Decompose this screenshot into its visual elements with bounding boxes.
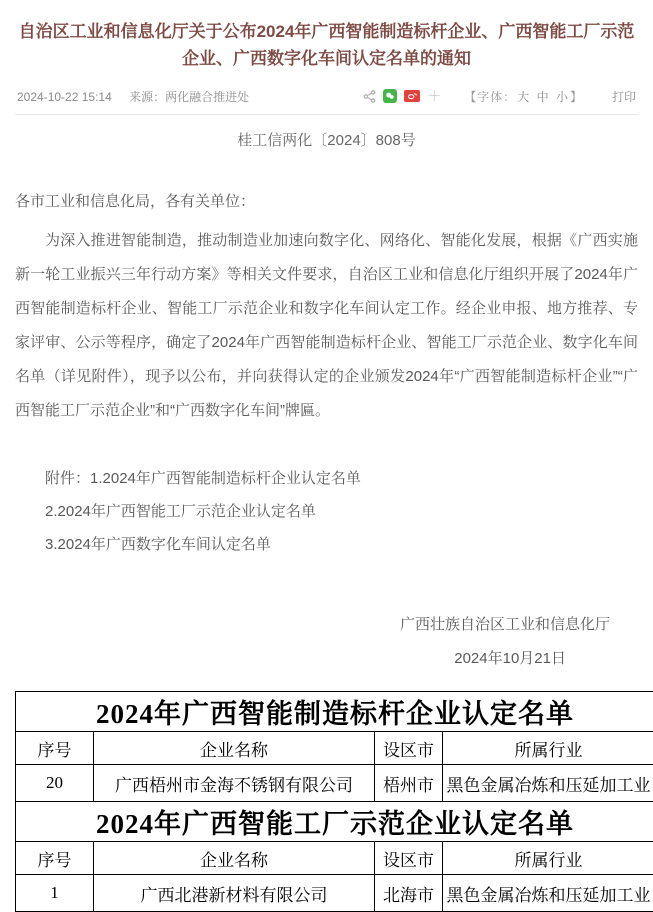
body-paragraph: 为深入推进智能制造，推动制造业加速向数字化、网络化、智能化发展，根据《广西实施新一轮工业振兴三年行动方案》等相关文件要求，自治区工业和信息化厅组织开展了2024年广西智能制造标杆企业、智能工厂示范企业和数字化车间认定工作。经企业申报、地方推荐、专家评审、公示等程序，确定了2024年广西智能制造标杆企业、智能工厂示范企业、数字化车间名单（详见附件），现予以公布，并向获得认定的企业颁发2024年“广西智能制造标杆企业”“广西智能工厂示范企业”和“广西数字化车间”牌匾。 bbox=[15, 224, 638, 428]
attachment-item-1: 附件：1.2024年广西智能制造标杆企业认定名单 bbox=[15, 462, 638, 495]
table2-cell-industry: 黑色金属冶炼和压延加工业 bbox=[443, 875, 653, 912]
attachment-list bbox=[15, 462, 638, 561]
publish-datetime: 2024-10-22 15:14 bbox=[17, 90, 112, 104]
salutation: 各市工业和信息化局，各有关单位： bbox=[15, 190, 638, 214]
font-size-small[interactable]: 小 bbox=[556, 90, 569, 104]
table1-header-city: 设区市 bbox=[375, 732, 443, 765]
page-title: 自治区工业和信息化厅关于公布2024年广西智能制造标杆企业、广西智能工厂示范企业、广西数字化车间认定名单的通知 bbox=[15, 18, 638, 72]
meta-left bbox=[17, 88, 263, 105]
table1-title: 2024年广西智能制造标杆企业认定名单 bbox=[16, 692, 653, 732]
font-size-medium[interactable]: 中 bbox=[537, 90, 550, 104]
sign-date: 2024年10月21日 bbox=[15, 647, 638, 671]
font-label-suffix: 】 bbox=[570, 90, 583, 104]
table2-header-industry: 所属行业 bbox=[443, 842, 653, 875]
table2-caption-row bbox=[16, 802, 653, 842]
table2-header-seq: 序号 bbox=[16, 842, 94, 875]
table2-cell-seq: 1 bbox=[16, 875, 94, 912]
font-size-selector bbox=[464, 88, 583, 105]
table1-cell-industry: 黑色金属冶炼和压延加工业 bbox=[443, 765, 653, 802]
table2-header-name: 企业名称 bbox=[94, 842, 375, 875]
table1-header-seq: 序号 bbox=[16, 732, 94, 765]
signer-name: 广西壮族自治区工业和信息化厅 bbox=[15, 613, 638, 637]
meta-bar bbox=[15, 84, 638, 115]
table1-cell-name: 广西梧州市金海不锈钢有限公司 bbox=[94, 765, 375, 802]
meta-right bbox=[363, 86, 636, 106]
table2-header-row bbox=[16, 842, 653, 875]
recognition-tables bbox=[15, 691, 653, 912]
source-label: 来源：两化融合推进处 bbox=[129, 90, 249, 104]
table1-header-row bbox=[16, 732, 653, 765]
table1-header-name: 企业名称 bbox=[94, 732, 375, 765]
document-number: 桂工信两化〔2024〕808号 bbox=[15, 129, 638, 150]
table1-caption-row bbox=[16, 692, 653, 732]
share-icon[interactable] bbox=[363, 90, 376, 103]
weibo-share-icon[interactable] bbox=[404, 90, 420, 102]
table1-header-industry: 所属行业 bbox=[443, 732, 653, 765]
attachment-item-3: 3.2024年广西数字化车间认定名单 bbox=[15, 528, 638, 561]
print-button[interactable]: 打印 bbox=[612, 88, 636, 105]
more-share-icon[interactable]: ＋ bbox=[427, 86, 441, 106]
table-row bbox=[16, 765, 653, 802]
table2-header-city: 设区市 bbox=[375, 842, 443, 875]
wechat-share-icon[interactable] bbox=[383, 89, 397, 103]
font-size-large[interactable]: 大 bbox=[517, 90, 530, 104]
table2-cell-city: 北海市 bbox=[375, 875, 443, 912]
table1-cell-seq: 20 bbox=[16, 765, 94, 802]
signature-block bbox=[15, 613, 638, 671]
table-row bbox=[16, 875, 653, 912]
table1-cell-city: 梧州市 bbox=[375, 765, 443, 802]
font-label-prefix: 【字体： bbox=[464, 90, 516, 104]
table2-title: 2024年广西智能工厂示范企业认定名单 bbox=[16, 802, 653, 842]
attachment-item-2: 2.2024年广西智能工厂示范企业认定名单 bbox=[15, 495, 638, 528]
table2-cell-name: 广西北港新材料有限公司 bbox=[94, 875, 375, 912]
